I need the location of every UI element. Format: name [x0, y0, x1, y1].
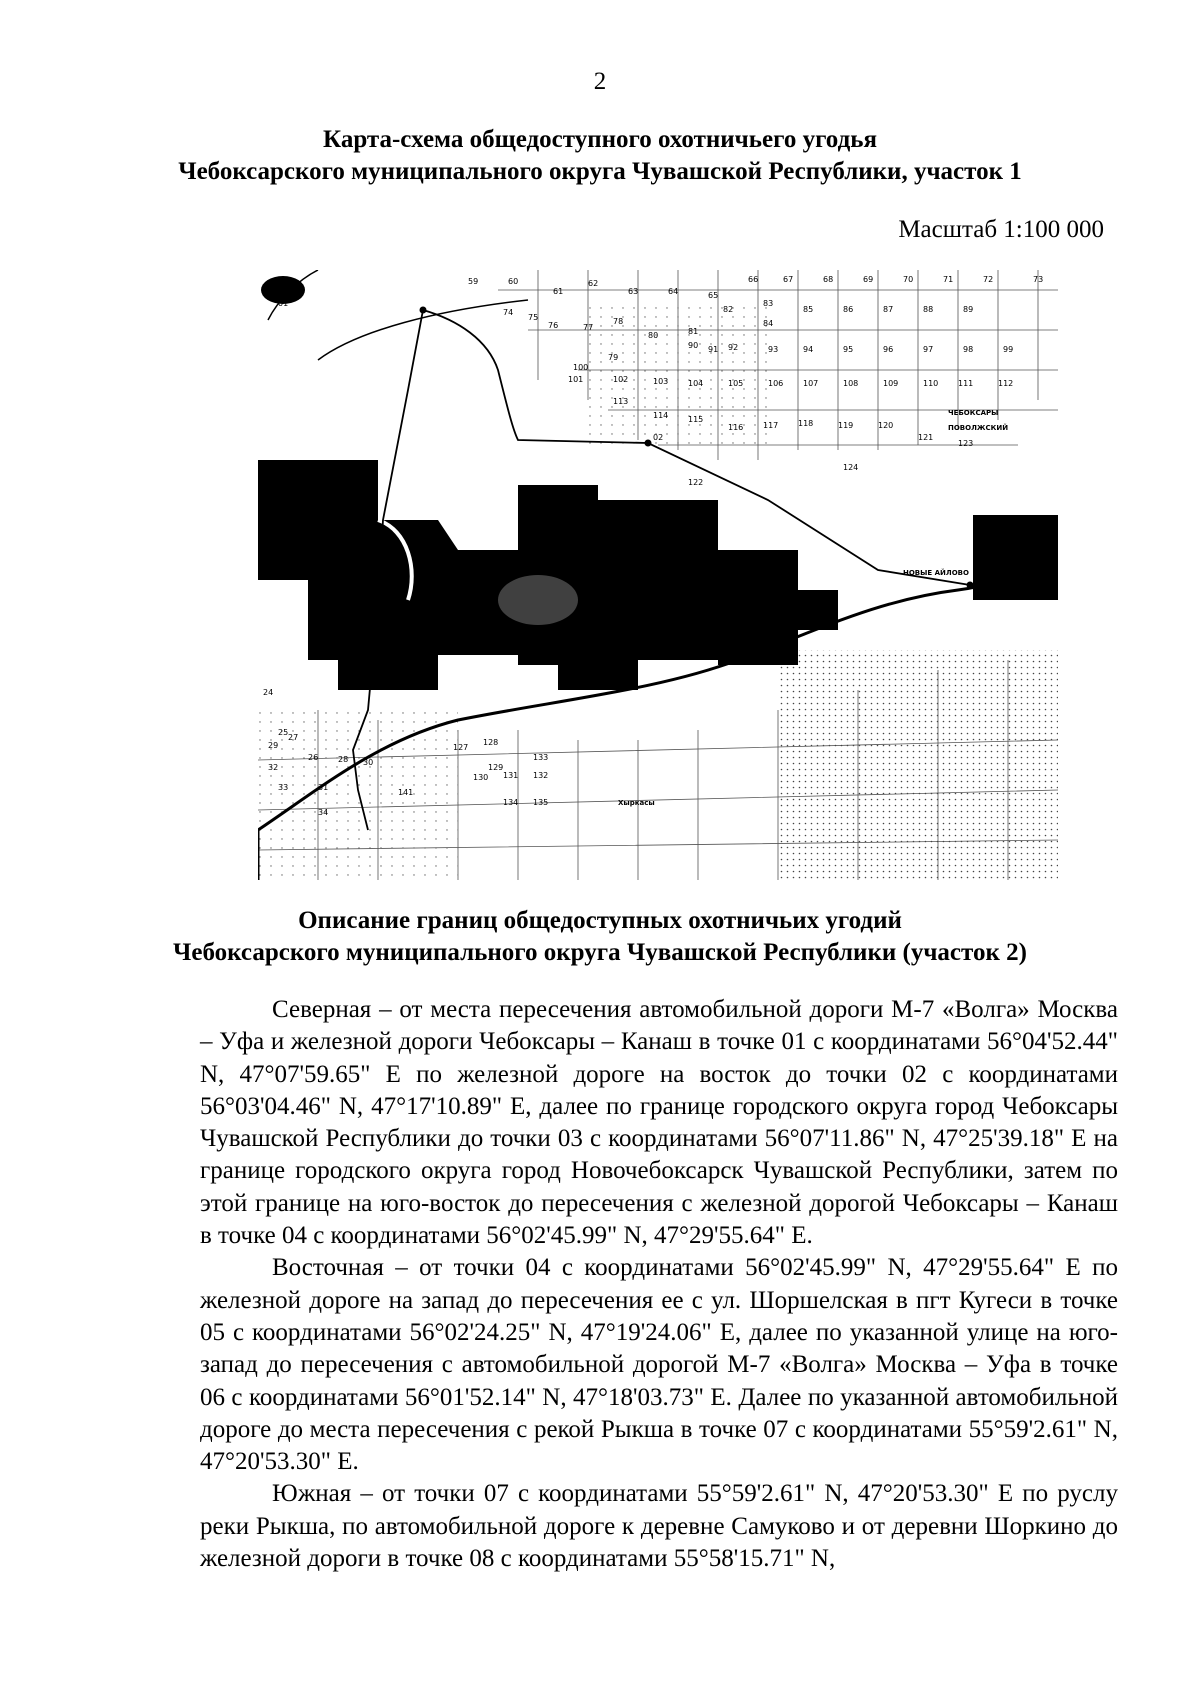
q-num: 59	[468, 277, 479, 286]
scale-label: Масштаб 1:100 000	[898, 216, 1104, 243]
point-01-marker	[420, 307, 427, 314]
q-num-south: 30	[363, 758, 374, 767]
q-num-south: 130	[473, 773, 489, 782]
q-num: 102	[613, 375, 629, 384]
q-num-south: 129	[488, 763, 504, 772]
q-num-south: 31	[318, 783, 329, 792]
q-num: 105	[728, 379, 744, 388]
q-num: 107	[803, 379, 819, 388]
q-num: 109	[883, 379, 899, 388]
q-num-south: 28	[338, 755, 349, 764]
q-num-south: 141	[398, 788, 414, 797]
q-num: 123	[958, 439, 974, 448]
q-num: 61	[553, 287, 564, 296]
q-num: 67	[783, 275, 794, 284]
q-num: 79	[608, 353, 619, 362]
q-num: 63	[628, 287, 639, 296]
q-num: 116	[728, 423, 744, 432]
q-num: 110	[923, 379, 939, 388]
q-num: 118	[798, 419, 814, 428]
q-num-south: 132	[533, 771, 549, 780]
place-label: ПОВОЛЖСКИЙ	[948, 424, 1009, 432]
q-num: 119	[838, 421, 854, 430]
q-num: 76	[548, 321, 559, 330]
q-num-south: 26	[308, 753, 319, 762]
q-num: 86	[843, 305, 854, 314]
q-num: 93	[768, 345, 779, 354]
q-num: 65	[708, 291, 719, 300]
q-num: 81	[688, 327, 699, 336]
q-num: 103	[653, 377, 669, 386]
q-num: 100	[573, 363, 589, 372]
q-num-south: 29	[268, 741, 279, 750]
place-label: Хыркасы	[618, 799, 655, 807]
q-num: 121	[918, 433, 934, 442]
q-num: 106	[768, 379, 784, 388]
q-num: 117	[763, 421, 779, 430]
q-num: 74	[503, 308, 514, 317]
q-num-south: 25	[278, 728, 289, 737]
point-03-marker	[967, 582, 974, 589]
q-num: 70	[903, 275, 914, 284]
q-num: 108	[843, 379, 859, 388]
q-num: 87	[883, 305, 894, 314]
q-num: 90	[688, 341, 699, 350]
q-num-south: 128	[483, 738, 499, 747]
q-num: 88	[923, 305, 934, 314]
forest-area-east	[973, 515, 1058, 600]
description-title-line1: Описание границ общедоступных охотничьих угодий	[298, 907, 902, 934]
q-num: 92	[728, 343, 739, 352]
q-num: 71	[943, 275, 954, 284]
q-num: 96	[883, 345, 894, 354]
forest-lake	[498, 575, 578, 625]
q-num: 113	[613, 397, 629, 406]
q-num: 89	[963, 305, 974, 314]
map-title-line1: Карта-схема общедоступного охотничьего угодья	[323, 126, 877, 153]
q-num-south: 32	[268, 763, 279, 772]
paragraph-east: Восточная – от точки 04 с координатами 56°02'45.99" N, 47°29'55.64" E по железной дороге на запад до пересечения ее с ул. Шоршелская в пгт Кугеси в точке 05 с координатами 56°02'24.25" N, 47°19'24.06" E, далее по указанной улице на юго-запад до пересечения с автомобильной дорогой М-7 «Волга» Москва – Уфа в точке 06 с координатами 56°01'52.14" N, 47°18'03.73" E. Далее по указанной автомобильной дороге до места пересечения с рекой Рыкша в точке 07 с координатами 55°59'2.61" N, 47°20'53.30" E.	[200, 1254, 1118, 1476]
q-num-south: 134	[503, 798, 519, 807]
q-num: 114	[653, 411, 669, 420]
q-num: 83	[763, 299, 774, 308]
q-num-south: 34	[318, 808, 329, 817]
q-num: 75	[528, 313, 539, 322]
q-num: 94	[803, 345, 814, 354]
q-num: 97	[923, 345, 934, 354]
paragraph-south: Южная – от точки 07 с координатами 55°59'2.61" N, 47°20'53.30" E по руслу реки Рыкша, по автомобильной дороге к деревне Самуково и от деревни Шоркино до железной дороги в точке 08 с координатами 55°58'15.71" N,	[200, 1480, 1118, 1573]
place-label: ЧЕБОКСАРЫ	[948, 409, 999, 417]
q-num: 95	[843, 345, 854, 354]
q-num: 122	[688, 478, 704, 487]
point-01-label: 01	[278, 299, 289, 308]
q-num: 104	[688, 379, 704, 388]
point-02-marker	[645, 440, 652, 447]
map-title	[0, 124, 1200, 188]
q-num: 85	[803, 305, 814, 314]
map-title-line2: Чебоксарского муниципального округа Чувашской Республики, участок 1	[178, 158, 1022, 185]
page-number: 2	[593, 68, 607, 95]
q-num: 69	[863, 275, 874, 284]
q-num-south: 27	[288, 733, 299, 742]
q-num: 111	[958, 379, 974, 388]
q-num: 73	[1033, 275, 1044, 284]
description-title-line2: Чебоксарского муниципального округа Чувашской Республики (участок 2)	[173, 939, 1027, 966]
q-num: 115	[688, 415, 704, 424]
q-num: 91	[708, 345, 719, 354]
q-num: 99	[1003, 345, 1014, 354]
q-num: 80	[648, 331, 659, 340]
q-num: 82	[723, 305, 734, 314]
place-label: 12 КВАРТАЛ	[788, 619, 838, 627]
boundary-description	[200, 994, 1118, 1575]
q-num: 78	[613, 317, 624, 326]
q-num-south: 133	[533, 753, 549, 762]
q-num: 62	[588, 279, 599, 288]
q-num: 112	[998, 379, 1014, 388]
place-label: НОВЫЕ АЙЛОВО	[903, 569, 969, 577]
q-num: 84	[763, 319, 774, 328]
q-num-south: 127	[453, 743, 469, 752]
q-num: 68	[823, 275, 834, 284]
q-num-south: 135	[533, 798, 549, 807]
hunting-ground-map	[258, 270, 1058, 880]
q-num: 60	[508, 277, 519, 286]
point-02-label: 02	[653, 433, 664, 442]
q-num: 101	[568, 375, 584, 384]
paragraph-north: Северная – от места пересечения автомобильной дороги М-7 «Волга» Москва – Уфа и железной дороги Чебоксары – Канаш в точке 01 с координатами 56°04'52.44" N, 47°07'59.65" E по железной дороге на восток до точки 02 с координатами 56°03'04.46" N, 47°17'10.89" E, далее по границе городского округа город Чебоксары Чувашской Республики до точки 03 с координатами 56°07'11.86" N, 47°25'39.18" E на границе городского округа город Новочебоксарск Чувашской Республики, затем по этой границе на юго-восток до пересечения с железной дорогой Чебоксары – Канаш в точке 04 с координатами 56°02'45.99" N, 47°29'55.64" E.	[200, 996, 1118, 1250]
q-num: 64	[668, 287, 679, 296]
q-num-south: 24	[263, 688, 274, 697]
q-num: 66	[748, 275, 759, 284]
q-num: 72	[983, 275, 994, 284]
city-texture	[778, 650, 1058, 880]
q-num: 77	[583, 323, 594, 332]
q-num: 120	[878, 421, 894, 430]
q-num-south: 33	[278, 783, 289, 792]
description-title	[0, 905, 1200, 969]
q-num: 98	[963, 345, 974, 354]
q-num-south: 131	[503, 771, 519, 780]
q-num: 124	[843, 463, 859, 472]
